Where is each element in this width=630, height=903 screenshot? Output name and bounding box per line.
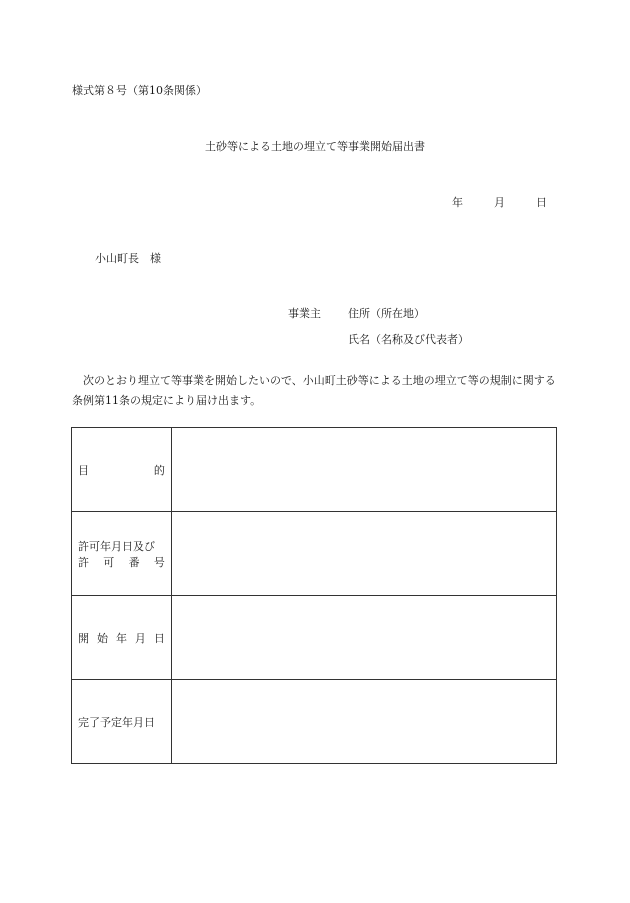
completion-date-value-cell[interactable] (171, 680, 556, 764)
table-row (72, 596, 557, 680)
label-char: 号 (153, 555, 165, 569)
start-date-label-cell (72, 596, 172, 680)
permit-label-cell (72, 512, 172, 596)
purpose-label-cell (72, 428, 172, 512)
label-char: 日 (153, 631, 165, 645)
date-year-label: 年 (452, 196, 463, 209)
label-char: 月 (134, 631, 146, 645)
addressee: 小山町長 様 (95, 252, 161, 265)
start-date-value-cell[interactable] (171, 596, 556, 680)
document-title: 土砂等による土地の埋立て等事業開始届出書 (205, 140, 425, 153)
label-char: 目 (78, 463, 89, 477)
completion-date-label: 完了予定年月日 (78, 715, 155, 729)
date-line (452, 194, 547, 210)
body-text: 次のとおり埋立て等事業を開始したいので、小山町土砂等による土地の埋立て等の規制に関する条例第11条の規定により届け出ます。 (72, 374, 556, 407)
label-char: 許 (78, 555, 89, 569)
label-char: 的 (153, 463, 165, 477)
label-char: 始 (96, 631, 108, 645)
table-row (72, 512, 557, 596)
form-table (71, 427, 557, 764)
purpose-value-cell[interactable] (171, 428, 556, 512)
permit-value-cell[interactable] (171, 512, 556, 596)
applicant-address-label: 住所（所在地） (348, 307, 425, 320)
purpose-label (72, 462, 171, 478)
label-char: 番 (128, 555, 140, 569)
start-date-label (72, 630, 171, 646)
permit-number-label (72, 554, 171, 570)
completion-date-label-cell (72, 680, 172, 764)
applicant-label: 事業主 (288, 307, 321, 320)
permit-date-label: 許可年月日及び (78, 539, 155, 553)
label-char: 年 (115, 631, 127, 645)
table-row (72, 428, 557, 512)
date-month-label: 月 (494, 196, 505, 209)
form-number: 様式第８号（第10条関係） (72, 84, 207, 97)
date-day-label: 日 (536, 196, 547, 209)
table-row (72, 680, 557, 764)
applicant-name-label: 氏名（名称及び代表者） (348, 333, 469, 346)
label-char: 開 (78, 631, 89, 645)
label-char: 可 (103, 555, 115, 569)
